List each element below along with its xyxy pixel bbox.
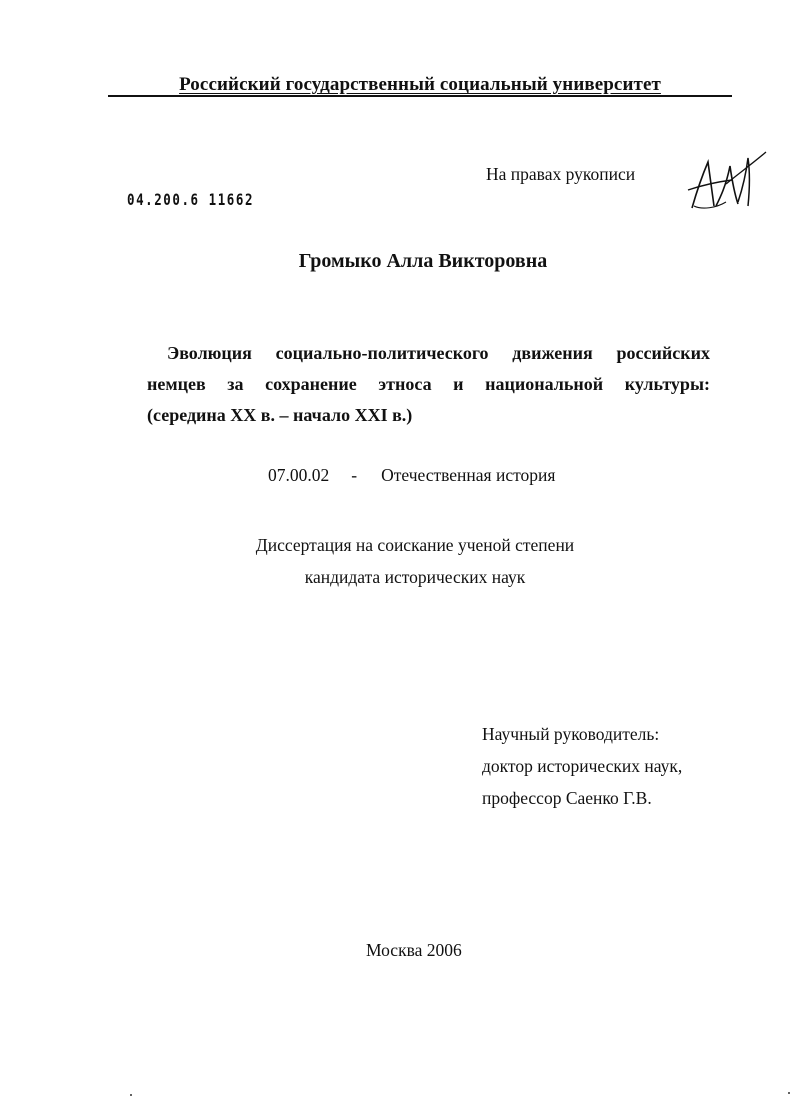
title-line-2: немцев за сохранение этноса и национальной культуры: xyxy=(147,374,710,394)
supervisor-block xyxy=(482,718,682,814)
degree-line-2: кандидата исторических наук xyxy=(304,567,526,587)
specialty-name: Отечественная история xyxy=(381,465,556,485)
dissertation-title xyxy=(147,338,710,431)
specialty-code: 07.00.02 xyxy=(268,465,330,485)
degree-statement xyxy=(120,529,710,593)
degree-line-1: Диссертация на соискание ученой степени xyxy=(255,535,575,555)
title-line-1: Эволюция социально-политического движения российских xyxy=(167,343,710,363)
scan-speck xyxy=(788,1092,790,1094)
supervisor-degree: доктор исторических наук, xyxy=(482,756,683,776)
city-year: Москва 2006 xyxy=(366,940,462,960)
author-name: Громыко Алла Викторовна xyxy=(298,250,548,272)
supervisor-label: Научный руководитель: xyxy=(482,724,660,744)
specialty xyxy=(268,465,555,486)
title-line-3: (середина XX в. – начало XXI в.) xyxy=(147,405,413,425)
manuscript-note: На правах рукописи xyxy=(486,164,636,184)
specialty-separator: - xyxy=(351,465,358,485)
supervisor-name: профессор Саенко Г.В. xyxy=(482,788,652,808)
university-name: Российский государственный социальный университет xyxy=(179,74,661,95)
scan-speck xyxy=(130,1094,132,1096)
signature xyxy=(686,146,770,218)
archive-code: 04.200.6 11662 xyxy=(127,190,255,209)
